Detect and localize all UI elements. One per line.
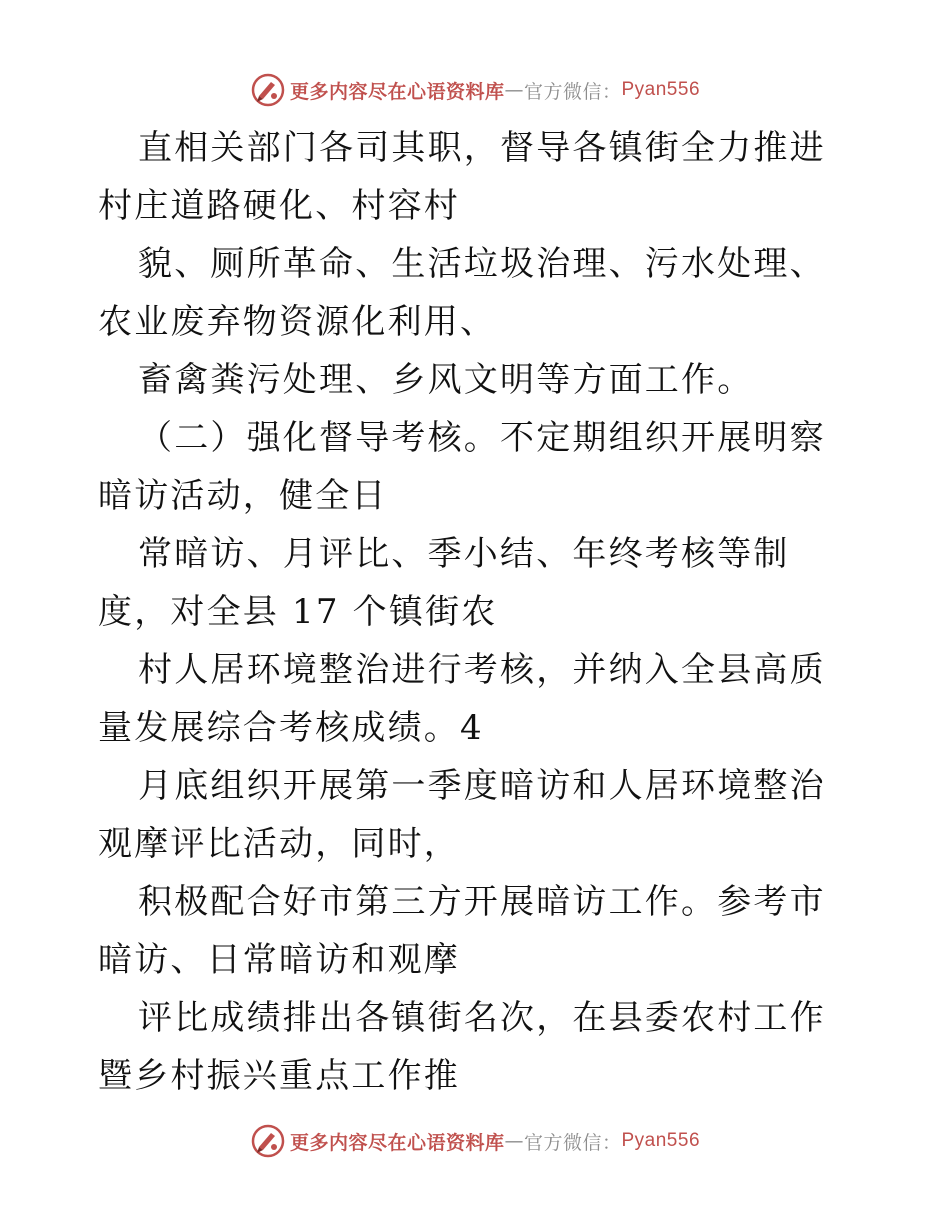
watermark-brand-text: 更多内容尽在心语资料库 [289, 1131, 505, 1154]
watermark-dash: — [504, 1130, 524, 1152]
watermark-dash: — [504, 79, 524, 101]
footer-watermark [0, 1121, 950, 1161]
header-watermark [0, 70, 950, 110]
paragraph: 貌、厕所革命、生活垃圾治理、污水处理、农业废弃物资源化利用、 [98, 244, 826, 342]
paragraph: （二）强化督导考核。不定期组织开展明察暗访活动，健全日 [98, 418, 826, 516]
paragraph: 月底组织开展第一季度暗访和人居环境整治观摩评比活动，同时， [98, 766, 826, 864]
watermark-label: 官方微信： [523, 80, 622, 103]
watermark-brand-text: 更多内容尽在心语资料库 [289, 80, 505, 103]
paragraph: 畜禽粪污处理、乡风文明等方面工作。 [138, 360, 754, 400]
document-body [98, 119, 858, 1105]
brand-logo-icon [250, 72, 286, 108]
watermark-wechat-id: Pyan556 [621, 79, 701, 100]
paragraph: 评比成绩排出各镇街名次，在县委农村工作暨乡村振兴重点工作推 [98, 998, 826, 1096]
paragraph: 村人居环境整治进行考核，并纳入全县高质量发展综合考核成绩。4 [98, 650, 826, 748]
brand-logo-icon [250, 1123, 286, 1159]
watermark-wechat-id: Pyan556 [621, 1130, 701, 1151]
paragraph: 常暗访、月评比、季小结、年终考核等制度，对全县 17 个镇街农 [98, 534, 790, 632]
watermark-label: 官方微信： [523, 1131, 622, 1154]
paragraph: 直相关部门各司其职，督导各镇街全力推进村庄道路硬化、村容村 [98, 128, 826, 226]
paragraph: 积极配合好市第三方开展暗访工作。参考市暗访、日常暗访和观摩 [98, 882, 826, 980]
